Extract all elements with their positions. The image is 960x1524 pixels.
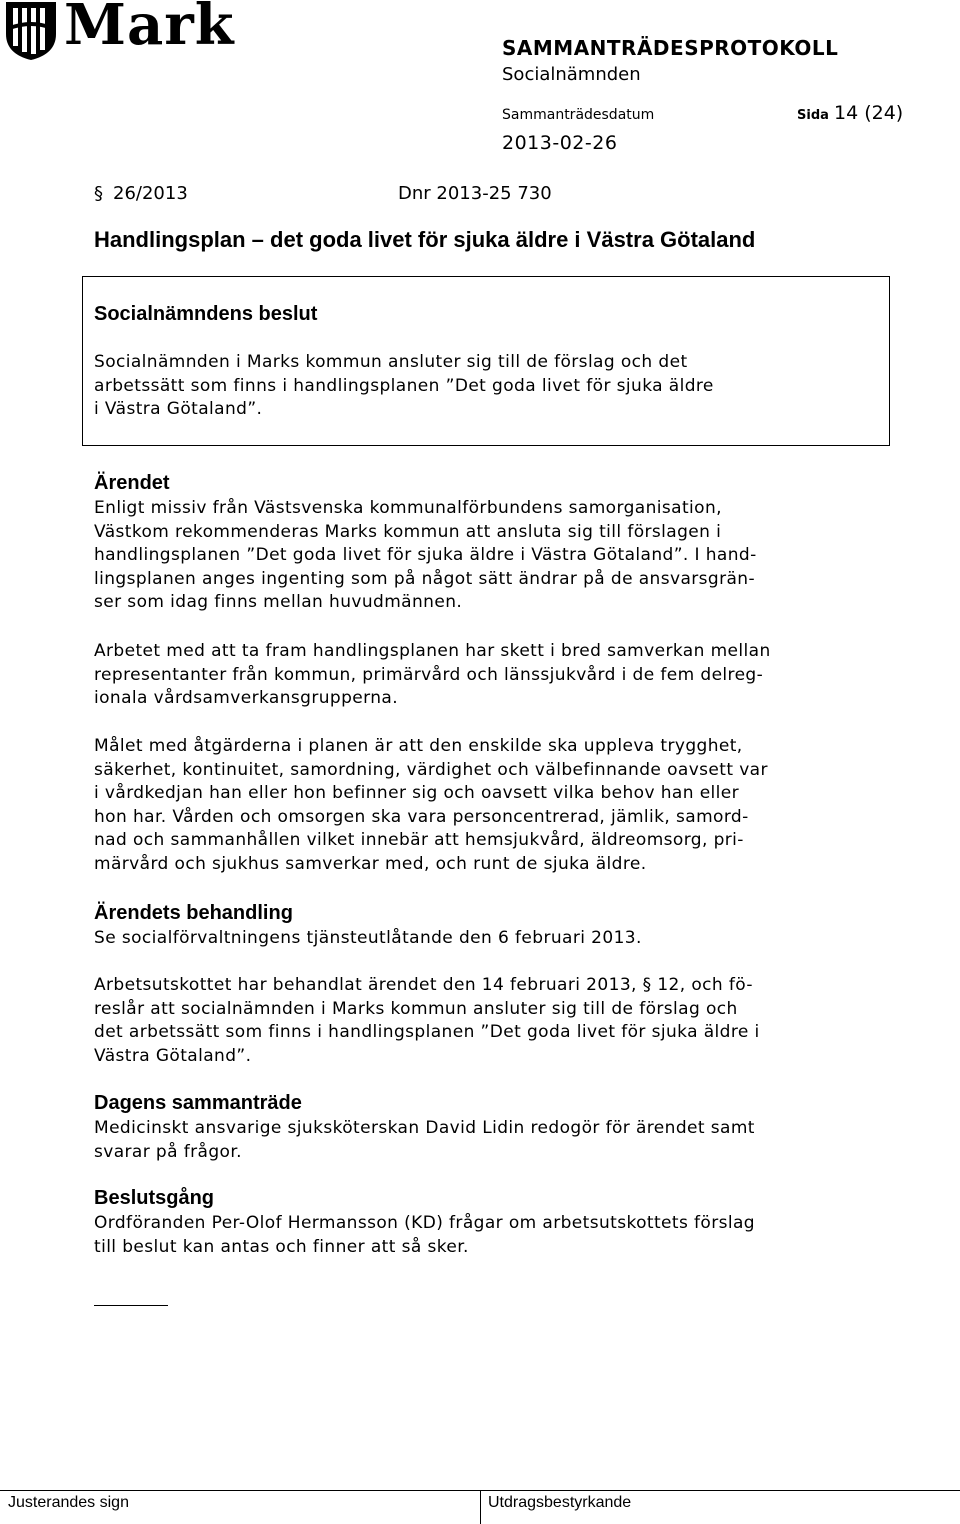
arendet-paragraph-3: [94, 735, 864, 876]
text-line: märvård och sjukhus samverkar med, och runt de sjuka äldre.: [94, 853, 647, 874]
dagens-heading: Dagens sammanträde: [94, 1092, 302, 1114]
paragraph-symbol: §: [94, 183, 103, 204]
committee-name: Socialnämnden: [502, 64, 641, 85]
diary-number: Dnr 2013-25 730: [398, 183, 552, 204]
text-line: det arbetssätt som finns i handlingsplanen ”Det goda livet för sjuka äldre i: [94, 1022, 760, 1042]
end-separator-line: [94, 1305, 168, 1306]
beslutsgang-heading: Beslutsgång: [94, 1187, 215, 1209]
arendet-paragraph-1: [94, 497, 864, 615]
text-line: ser som idag finns mellan huvudmännen.: [94, 592, 463, 612]
text-line: representanter från kommun, primärvård och länssjukvård i de fem delreg-: [94, 664, 764, 685]
logo-wordmark: Mark: [64, 0, 235, 58]
text-line: säkerhet, kontinuitet, samordning, värdighet och välbefinnande oavsett var: [94, 759, 768, 780]
page-label: Sida: [797, 108, 829, 123]
footer-sign-label: Justerandes sign: [8, 1494, 129, 1511]
behandling-heading: Ärendets behandling: [94, 902, 293, 924]
behandling-paragraph-2: [94, 974, 864, 1068]
footer-certified-label: Utdragsbestyrkande: [488, 1494, 632, 1511]
meeting-date: 2013-02-26: [502, 132, 618, 154]
page-number: 14 (24): [834, 102, 904, 124]
footer-divider: [480, 1491, 481, 1524]
coat-of-arms-icon: [0, 0, 62, 62]
beslutsgang-paragraph: [94, 1212, 864, 1259]
text-line: Arbetet med att ta fram handlingsplanen har skett i bred samverkan mellan: [94, 641, 771, 661]
text-line: ionala vårdsamverkansgrupperna.: [94, 688, 399, 708]
item-title: Handlingsplan – det goda livet för sjuka äldre i Västra Götaland: [94, 227, 756, 252]
text-line: lingsplanen anges ingenting som på något sätt ändrar på de ansvarsgrän-: [94, 568, 756, 589]
text-line: svarar på frågor.: [94, 1141, 242, 1162]
text-line: Medicinskt ansvarige sjuksköterskan David Lidin redogör för ärendet samt: [94, 1118, 755, 1138]
text-line: hon har. Vården och omsorgen ska vara personcentrerad, jämlik, samord-: [94, 806, 749, 827]
decision-line: Socialnämnden i Marks kommun ansluter sig till de förslag och det: [94, 352, 688, 372]
decision-line: i Västra Götaland”.: [94, 399, 263, 419]
text-line: Ordföranden Per-Olof Hermansson (KD) frågar om arbetsutskottets förslag: [94, 1213, 756, 1233]
arendet-heading: Ärendet: [94, 472, 170, 494]
decision-text: [94, 351, 864, 422]
text-line: Målet med åtgärderna i planen är att den enskilde ska uppleva trygghet,: [94, 736, 743, 756]
text-line: Se socialförvaltningens tjänsteutlåtande den 6 februari 2013.: [94, 928, 642, 948]
behandling-paragraph-1: [94, 927, 864, 951]
dagens-paragraph: [94, 1117, 864, 1164]
text-line: reslår att socialnämnden i Marks kommun ansluter sig till de förslag och: [94, 998, 738, 1019]
item-number: 26/2013: [113, 183, 188, 204]
decision-heading: Socialnämndens beslut: [94, 303, 318, 325]
text-line: till beslut kan antas och finner att så sker.: [94, 1236, 469, 1257]
arendet-paragraph-2: [94, 640, 864, 711]
text-line: handlingsplanen ”Det goda livet för sjuka äldre i Västra Götaland”. I hand-: [94, 545, 757, 565]
text-line: nad och sammanhållen vilket innebär att hemsjukvård, äldreomsorg, pri-: [94, 830, 744, 850]
decision-line: arbetssätt som finns i handlingsplanen ”Det goda livet för sjuka äldre: [94, 375, 714, 396]
text-line: Enligt missiv från Västsvenska kommunalförbundens samorganisation,: [94, 498, 722, 518]
text-line: Arbetsutskottet har behandlat ärendet den 14 februari 2013, § 12, och fö-: [94, 975, 753, 995]
text-line: Västra Götaland”.: [94, 1045, 252, 1066]
text-line: Västkom rekommenderas Marks kommun att ansluta sig till förslagen i: [94, 521, 722, 542]
meeting-date-label: Sammanträdesdatum: [502, 107, 655, 123]
text-line: i vårdkedjan han eller hon befinner sig och oavsett vilka behov han eller: [94, 783, 740, 803]
document-type: SAMMANTRÄDESPROTOKOLL: [502, 36, 839, 60]
municipality-logo: [0, 0, 240, 62]
